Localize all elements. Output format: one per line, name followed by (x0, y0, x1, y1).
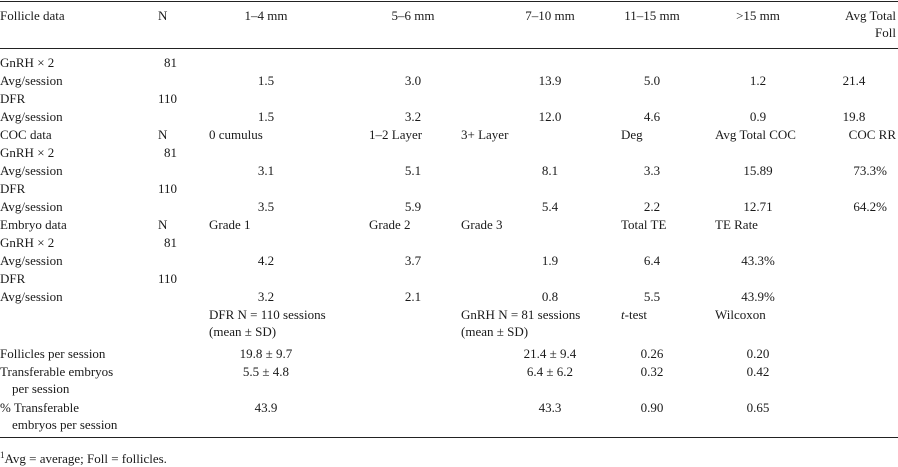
comparison-h-wilcoxon: Wilcoxon (715, 307, 766, 322)
follicle-gnrh-11-15: 5.0 (643, 73, 661, 88)
coc-gnrh-n: 81 (164, 145, 177, 160)
follicle-gnrh-7-10: 13.9 (538, 73, 562, 88)
embryo-dfr-label: DFR (0, 271, 26, 286)
coc-dfr-avg-total: 12.71 (743, 199, 773, 214)
coc-h-1-2-layer: 1–2 Layer (369, 127, 423, 142)
coc-dfr-avg-label: Avg/session (0, 199, 63, 214)
embryo-dfr-te-rate: 43.9% (741, 289, 775, 304)
embryo-dfr-total-te: 5.5 (643, 289, 661, 304)
embryo-h-te-rate: TE Rate (715, 217, 758, 232)
coc-dfr-n: 110 (157, 181, 177, 196)
embryo-dfr-grade-1: 3.2 (257, 289, 275, 304)
comparison-row-1-wilcoxon: 0.42 (746, 364, 770, 379)
table-footnote (0, 447, 167, 467)
embryo-gnrh-label: GnRH × 2 (0, 235, 55, 250)
header-foll: Foll (875, 25, 896, 40)
follicle-dfr-7-10: 12.0 (538, 109, 562, 124)
follicle-gnrh-label: GnRH × 2 (0, 55, 55, 70)
embryo-gnrh-te-rate: 43.3% (741, 253, 775, 268)
header-11-15mm: 11–15 mm (624, 8, 680, 23)
coc-dfr-3plus-layer: 5.4 (541, 199, 559, 214)
embryo-gnrh-grade-2: 3.7 (404, 253, 422, 268)
embryo-h-grade-3: Grade 3 (461, 217, 503, 232)
embryo-data-label: Embryo data (0, 217, 67, 232)
coc-h-coc-rr: COC RR (848, 127, 896, 142)
comparison-row-1-label-line2: per session (12, 381, 70, 396)
comparison-h-dfr-line2: (mean ± SD) (209, 324, 277, 339)
header-follicle-data: Follicle data (0, 8, 65, 23)
coc-h-deg: Deg (621, 127, 643, 142)
coc-gnrh-1-2-layer: 5.1 (404, 163, 422, 178)
follicle-dfr-n: 110 (157, 91, 177, 106)
comparison-row-2-gnrh: 43.3 (538, 400, 562, 415)
comparison-row-1-gnrh: 6.4 ± 6.2 (526, 364, 574, 379)
coc-h-avg-total-coc: Avg Total COC (715, 127, 796, 142)
follicle-dfr-1-4: 1.5 (257, 109, 275, 124)
embryo-h-grade-1: Grade 1 (209, 217, 251, 232)
comparison-row-2-label-line2: embryos per session (12, 417, 118, 432)
header-avg-total: Avg Total (845, 8, 896, 23)
coc-dfr-rr: 64.2% (853, 199, 887, 214)
embryo-gnrh-grade-3: 1.9 (541, 253, 559, 268)
comparison-h-ttest-t: t (621, 307, 625, 322)
header-n: N (158, 8, 168, 23)
coc-gnrh-deg: 3.3 (643, 163, 661, 178)
comparison-row-2-dfr: 43.9 (254, 400, 278, 415)
header-5-6mm: 5–6 mm (391, 8, 435, 23)
comparison-h-ttest-suffix: -test (624, 307, 648, 322)
coc-n: N (158, 127, 168, 142)
follicle-dfr-total: 19.8 (842, 109, 866, 124)
header-1-4mm: 1–4 mm (244, 8, 288, 23)
comparison-row-0-label: Follicles per session (0, 346, 106, 361)
coc-gnrh-label: GnRH × 2 (0, 145, 55, 160)
header-gt15mm: >15 mm (736, 8, 780, 23)
follicle-dfr-11-15: 4.6 (643, 109, 661, 124)
footnote-mark: 1 (0, 450, 5, 460)
coc-dfr-0-cumulus: 3.5 (257, 199, 275, 214)
coc-h-3plus-layer: 3+ Layer (461, 127, 509, 142)
comparison-row-0-ttest: 0.26 (640, 346, 664, 361)
header-rule (0, 48, 898, 49)
top-rule (0, 1, 898, 2)
embryo-gnrh-avg-label: Avg/session (0, 253, 63, 268)
follicle-dfr-gt15: 0.9 (749, 109, 767, 124)
embryo-n: N (158, 217, 168, 232)
coc-data-label: COC data (0, 127, 52, 142)
embryo-gnrh-total-te: 6.4 (643, 253, 661, 268)
coc-gnrh-rr: 73.3% (853, 163, 887, 178)
comparison-row-2-ttest: 0.90 (640, 400, 664, 415)
embryo-dfr-grade-3: 0.8 (541, 289, 559, 304)
comparison-h-ttest (621, 306, 647, 323)
follicle-dfr-avg-label: Avg/session (0, 109, 63, 124)
follicle-gnrh-gt15: 1.2 (749, 73, 767, 88)
embryo-dfr-n: 110 (157, 271, 177, 286)
embryo-gnrh-grade-1: 4.2 (257, 253, 275, 268)
header-7-10mm: 7–10 mm (525, 8, 575, 23)
embryo-gnrh-n: 81 (164, 235, 177, 250)
comparison-row-0-dfr: 19.8 ± 9.7 (239, 346, 293, 361)
follicle-dfr-label: DFR (0, 91, 26, 106)
coc-dfr-1-2-layer: 5.9 (404, 199, 422, 214)
comparison-row-2-wilcoxon: 0.65 (746, 400, 770, 415)
coc-gnrh-avg-label: Avg/session (0, 163, 63, 178)
embryo-dfr-grade-2: 2.1 (404, 289, 422, 304)
footnote-text: Avg = average; Foll = follicles. (4, 451, 167, 466)
follicle-gnrh-avg-label: Avg/session (0, 73, 63, 88)
follicle-gnrh-5-6: 3.0 (404, 73, 422, 88)
coc-gnrh-0-cumulus: 3.1 (257, 163, 275, 178)
embryo-h-total-te: Total TE (621, 217, 667, 232)
coc-h-0-cumulus: 0 cumulus (209, 127, 263, 142)
comparison-row-1-ttest: 0.32 (640, 364, 664, 379)
comparison-h-gnrh-line2: (mean ± SD) (461, 324, 529, 339)
comparison-h-gnrh-line1: GnRH N = 81 sessions (461, 307, 581, 322)
coc-gnrh-3plus-layer: 8.1 (541, 163, 559, 178)
comparison-h-dfr-line1: DFR N = 110 sessions (209, 307, 326, 322)
embryo-h-grade-2: Grade 2 (369, 217, 411, 232)
follicle-gnrh-1-4: 1.5 (257, 73, 275, 88)
comparison-row-1-dfr: 5.5 ± 4.8 (242, 364, 290, 379)
bottom-rule (0, 437, 898, 438)
follicle-dfr-5-6: 3.2 (404, 109, 422, 124)
embryo-dfr-avg-label: Avg/session (0, 289, 63, 304)
follicle-gnrh-n: 81 (164, 55, 177, 70)
comparison-row-1-label-line1: Transferable embryos (0, 364, 114, 379)
coc-dfr-deg: 2.2 (643, 199, 661, 214)
comparison-row-0-gnrh: 21.4 ± 9.4 (523, 346, 577, 361)
comparison-row-2-label-line1: % Transferable (0, 400, 80, 415)
coc-gnrh-avg-total: 15.89 (743, 163, 773, 178)
comparison-row-0-wilcoxon: 0.20 (746, 346, 770, 361)
follicle-gnrh-total: 21.4 (842, 73, 866, 88)
coc-dfr-label: DFR (0, 181, 26, 196)
